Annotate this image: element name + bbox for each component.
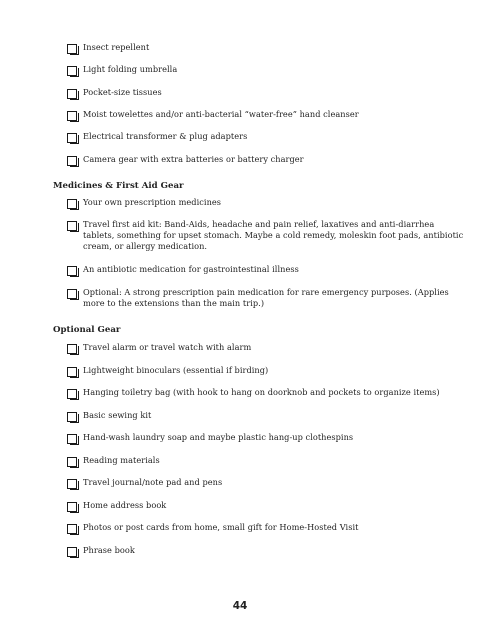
- checklist-item[interactable]: [67, 287, 467, 309]
- page-number: 44: [232, 600, 248, 612]
- checklist-item[interactable]: [67, 154, 467, 166]
- checklist-item[interactable]: [67, 342, 467, 354]
- checklist-item[interactable]: [67, 365, 467, 377]
- item-text: Lightweight binoculars (essential if birding): [83, 365, 269, 375]
- item-text: An antibiotic medication for gastrointestinal illness: [83, 264, 299, 274]
- checklist-item[interactable]: [67, 500, 467, 512]
- item-text: Insect repellent: [83, 42, 150, 52]
- section-heading: Optional Gear: [53, 325, 121, 335]
- checkbox-icon[interactable]: [67, 502, 77, 512]
- item-text: Photos or post cards from home, small gift for Home-Hosted Visit: [83, 522, 359, 532]
- item-text: Travel first aid kit: Band-Aids, headache and pain relief, laxatives and anti-diarrhea tablets, something for upset stomach. Maybe a cold remedy, moleskin foot pads, antibiotic cream, or allergy medication.: [83, 219, 464, 252]
- checklist-item[interactable]: [67, 64, 467, 76]
- item-text: Light folding umbrella: [83, 64, 178, 74]
- checkbox-icon[interactable]: [67, 389, 77, 399]
- checkbox-icon[interactable]: [67, 412, 77, 422]
- checklist-item[interactable]: [67, 410, 467, 422]
- checklist-item[interactable]: [67, 264, 467, 276]
- item-text: Basic sewing kit: [83, 410, 152, 420]
- checklist-item[interactable]: [67, 109, 467, 121]
- checklist-item[interactable]: [67, 42, 467, 54]
- checkbox-icon[interactable]: [67, 367, 77, 377]
- checklist-item[interactable]: [67, 455, 467, 467]
- checklist-item[interactable]: [67, 219, 467, 253]
- checkbox-icon[interactable]: [67, 44, 77, 54]
- item-text: Travel alarm or travel watch with alarm: [83, 342, 252, 352]
- checkbox-icon[interactable]: [67, 89, 77, 99]
- item-text: Travel journal/note pad and pens: [83, 477, 223, 487]
- checkbox-icon[interactable]: [67, 66, 77, 76]
- checkbox-icon[interactable]: [67, 221, 77, 231]
- item-text: Pocket-size tissues: [83, 87, 162, 97]
- item-text: Home address book: [83, 500, 167, 510]
- item-text: Electrical transformer & plug adapters: [83, 131, 248, 141]
- checkbox-icon[interactable]: [67, 133, 77, 143]
- item-text: Hand-wash laundry soap and maybe plastic hang-up clothespins: [83, 432, 354, 442]
- item-text: Moist towelettes and/or anti-bacterial “water-free” hand cleanser: [83, 109, 359, 119]
- item-text: Phrase book: [83, 545, 135, 555]
- checklist-item[interactable]: [67, 545, 467, 557]
- checklist-item[interactable]: [67, 522, 467, 534]
- checkbox-icon[interactable]: [67, 547, 77, 557]
- item-text: Hanging toiletry bag (with hook to hang on doorknob and pockets to organize items): [83, 387, 440, 397]
- checkbox-icon[interactable]: [67, 479, 77, 489]
- checkbox-icon[interactable]: [67, 111, 77, 121]
- checkbox-icon[interactable]: [67, 434, 77, 444]
- checkbox-icon[interactable]: [67, 156, 77, 166]
- checklist-item[interactable]: [67, 432, 467, 444]
- checkbox-icon[interactable]: [67, 199, 77, 209]
- checklist-item[interactable]: [67, 87, 467, 99]
- checklist-item[interactable]: [67, 387, 467, 399]
- item-text: Optional: A strong prescription pain medication for rare emergency purposes. (Applies more to the extensions than the main trip.): [83, 287, 449, 309]
- checklist-item[interactable]: [67, 131, 467, 143]
- section-heading: Medicines & First Aid Gear: [53, 181, 184, 191]
- checkbox-icon[interactable]: [67, 266, 77, 276]
- checkbox-icon[interactable]: [67, 344, 77, 354]
- item-text: Your own prescription medicines: [83, 197, 222, 207]
- item-text: Reading materials: [83, 455, 160, 465]
- checkbox-icon[interactable]: [67, 289, 77, 299]
- checklist-item[interactable]: [67, 477, 467, 489]
- item-text: Camera gear with extra batteries or battery charger: [83, 154, 304, 164]
- checkbox-icon[interactable]: [67, 524, 77, 534]
- checkbox-icon[interactable]: [67, 457, 77, 467]
- checklist-item[interactable]: [67, 197, 467, 209]
